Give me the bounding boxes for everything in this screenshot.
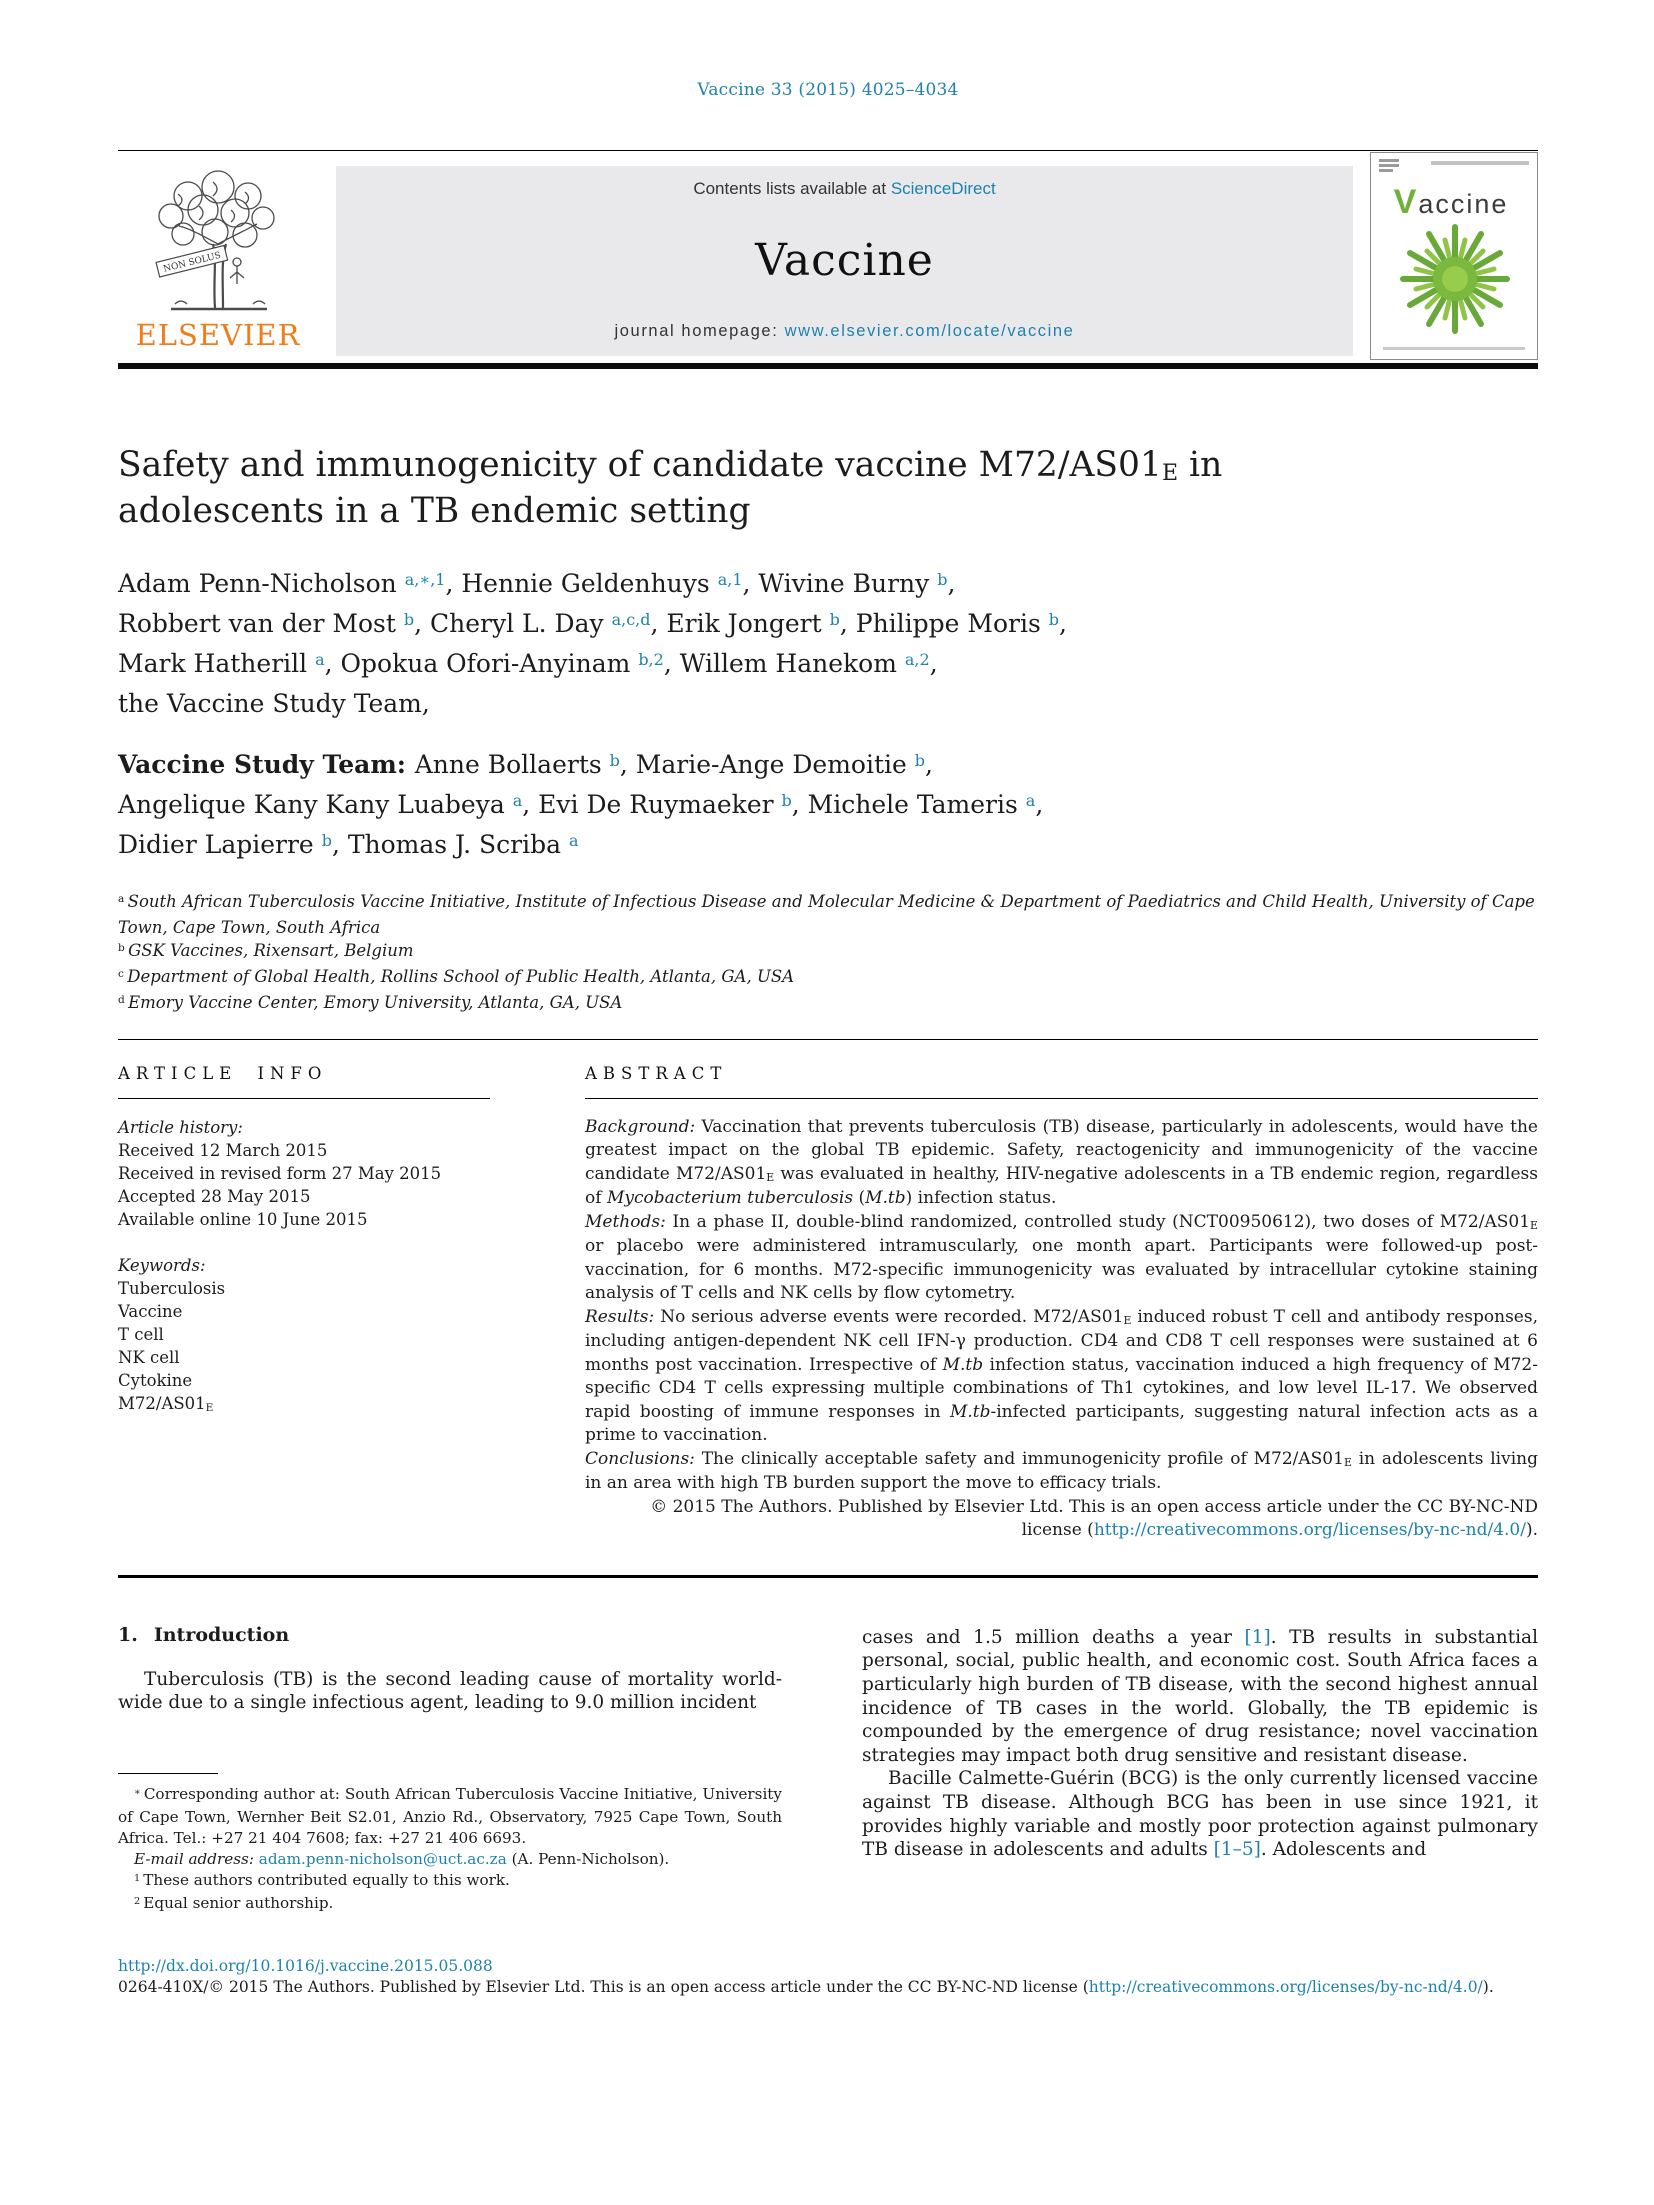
text-segment: a,1	[717, 569, 743, 589]
keyword-item	[118, 1392, 490, 1418]
cover-title-initial: V	[1393, 183, 1419, 221]
text-segment: M.tb	[949, 1401, 991, 1422]
footnote-2	[118, 1893, 782, 1916]
affiliation	[118, 965, 1538, 991]
text-segment: , Willem Hanekom	[663, 648, 905, 678]
text-segment: . Adolescents and	[1260, 1839, 1427, 1861]
cover-footer-bar	[1383, 347, 1525, 350]
header-center-box	[336, 166, 1353, 356]
sciencedirect-link[interactable]: ScienceDirect	[890, 179, 996, 198]
text-segment: a,c,d	[611, 609, 651, 629]
abstract-column	[585, 1064, 1538, 1543]
affiliation	[118, 939, 1538, 965]
text-segment: Mark Hatherill	[118, 648, 316, 678]
footer-block	[118, 1956, 1538, 1999]
article-info-column	[118, 1064, 490, 1543]
footnote-email	[118, 1849, 782, 1870]
text-segment: ,	[947, 568, 956, 598]
text-segment: Adam Penn-Nicholson	[118, 568, 405, 598]
text-segment: M.tb	[942, 1354, 984, 1375]
text-segment: ,	[1059, 608, 1067, 638]
text-segment: b	[781, 790, 792, 810]
team-line	[118, 746, 1538, 786]
text-segment: a,∗,1	[404, 569, 446, 589]
text-segment: journal homepage:	[614, 322, 785, 340]
abstract-copyright	[585, 1496, 1538, 1543]
article-title	[118, 443, 1308, 535]
text-segment: , Marie-Ange Demoitie	[619, 749, 915, 779]
author-line	[118, 685, 1538, 722]
text-segment: a	[568, 830, 579, 850]
intro-heading-text: Introduction	[153, 1623, 290, 1646]
abstract-paragraph	[585, 1306, 1538, 1448]
text-segment: b	[937, 569, 948, 589]
keyword-item: Tuberculosis	[118, 1278, 226, 1298]
text-segment: in adolescents in a TB endemic setting	[118, 445, 1223, 531]
keyword-item: T cell	[118, 1324, 164, 1344]
text-segment: Corresponding author at: South African Tuberculosis Vaccine Initiative, University of Cape Town, Wernher Beit S2.01, Anzio Rd., Observatory, 7925 Cape Town, South Africa. Tel.: +27 21 404 7608; fax: +27 21 406 6693.	[118, 1784, 782, 1847]
text-segment: Department of Global Health, Rollins School of Public Health, Atlanta, GA, USA	[127, 966, 795, 986]
text-segment: These authors contributed equally to this work.	[143, 1870, 510, 1889]
doi-line	[118, 1956, 1538, 1978]
homepage-line	[615, 322, 1075, 341]
text-segment: b	[321, 830, 332, 850]
team-line	[118, 826, 1538, 866]
non-solus-banner: NON SOLUS	[162, 250, 222, 275]
cover-title-rest: accine	[1418, 189, 1509, 219]
text-segment: a	[1025, 790, 1036, 810]
cc-license-link[interactable]: http://creativecommons.org/licenses/by-nc-nd/4.0/	[1093, 1520, 1526, 1541]
footnote-rule	[118, 1773, 218, 1774]
abstract-paragraph	[585, 1116, 1538, 1211]
text-segment: Bacille Calmette-Guérin (BCG) is the only currently licensed vaccine against TB disease. Although BCG has been in use since 1921, it provides highly variable and mostly poor protection against pulmonary TB disease in adolescents and adults	[862, 1768, 1538, 1861]
text-segment: b	[914, 750, 926, 770]
text-segment: (A. Penn-Nicholson).	[506, 1849, 670, 1868]
intro-paragraph-left: Tuberculosis (TB) is the second leading cause of mortality world-wide due to a single infectious agent, leading to 9.0 million incident	[118, 1668, 782, 1714]
text-segment: Didier Lapierre	[118, 829, 322, 859]
keyword-item: NK cell	[118, 1347, 180, 1367]
footnotes-block	[118, 1773, 782, 1916]
text-segment: , Hennie Geldenhuys	[445, 568, 718, 598]
author-line	[118, 645, 1538, 685]
text-segment: b	[403, 609, 415, 629]
cover-elsevier-mark	[1379, 159, 1399, 174]
top-rule	[118, 150, 1538, 151]
text-segment: a,2	[904, 649, 930, 669]
text-segment: a	[315, 649, 325, 669]
text-segment: Emory Vaccine Center, Emory University, Atlanta, GA, USA	[128, 992, 623, 1012]
elsevier-tree-icon	[133, 166, 303, 318]
study-team-block	[118, 746, 1538, 866]
text-segment: infection status, vaccination induced a high frequency of M72-specific CD4 T cells expressing multiple combinations of Th1 cytokines, and low level IL-17. We observed rapid boosting of immune responses in	[585, 1354, 1538, 1422]
keywords-label: Keywords:	[118, 1255, 206, 1275]
text-segment: E	[766, 1170, 775, 1184]
history-item: Accepted 28 May 2015	[118, 1186, 311, 1206]
text-segment: b	[609, 750, 620, 770]
text-segment: Background:	[585, 1116, 702, 1137]
intro-paragraph-right	[862, 1767, 1538, 1861]
text-segment: Methods:	[585, 1211, 673, 1232]
text-segment: Angelique Kany Kany Luabeya	[118, 789, 513, 819]
text-segment: Vaccine Study Team:	[118, 749, 415, 779]
ref-1[interactable]: [1]	[1244, 1626, 1271, 1648]
author-line	[118, 565, 1538, 605]
text-segment: ∗	[134, 1786, 144, 1798]
text-segment: (	[853, 1188, 866, 1209]
text-segment: E	[1123, 1313, 1132, 1327]
cover-virus-image	[1395, 219, 1515, 339]
text-segment: , Opokua Ofori-Anyinam	[324, 648, 639, 678]
text-segment: Safety and immunogenicity of candidate vaccine M72/AS01	[118, 445, 1162, 485]
left-column	[118, 1624, 782, 1916]
article-history-label: Article history:	[118, 1117, 243, 1137]
text-segment: South African Tuberculosis Vaccine Initiative, Institute of Infectious Disease and Molecular Medicine & Department of Paediatrics and Child Health, University of Cape Town, Cape Town, South Africa	[118, 891, 1535, 937]
text-segment: The clinically acceptable safety and immunogenicity profile of M72/AS01	[701, 1448, 1344, 1469]
text-segment: , Thomas J. Scriba	[331, 829, 569, 859]
email-link[interactable]: adam.penn-nicholson@uct.ac.za	[258, 1849, 507, 1868]
text-segment: Vaccination that prevents tuberculosis (TB) disease, particularly in adolescents, would have the greatest impact on the global TB epidemic. Safety, reactogenicity and immunogenicity of the vaccine candidate M72/AS01	[585, 1116, 1538, 1184]
article-info-rule	[118, 1098, 490, 1099]
text-segment: the Vaccine Study Team,	[118, 688, 430, 718]
text-segment: c	[118, 968, 128, 980]
text-segment: induced robust T cell and antibody responses, including antigen-dependent NK cell IFN-γ production. CD4 and CD8 T cell responses were sustained at 6 months post vaccination. Irrespective of	[585, 1306, 1538, 1375]
affiliation	[118, 890, 1538, 939]
contents-line	[693, 179, 995, 199]
text-segment: , Wivine Burny	[742, 568, 938, 598]
header-thick-rule	[118, 363, 1538, 369]
journal-citation: Vaccine 33 (2015) 4025–4034	[697, 80, 959, 100]
text-segment: a	[118, 893, 128, 905]
affiliations-block	[118, 890, 1538, 1017]
text-segment: b	[118, 942, 129, 954]
text-segment: Results:	[585, 1306, 661, 1327]
authors-block	[118, 565, 1538, 722]
abstract-heading: ABSTRACT	[585, 1063, 728, 1083]
text-segment: b,2	[638, 649, 664, 669]
history-item: Received 12 March 2015	[118, 1140, 328, 1160]
intro-paragraph-right	[862, 1626, 1538, 1768]
text-segment: d	[118, 994, 129, 1006]
journal-homepage-link[interactable]: www.elsevier.com/locate/vaccine	[784, 322, 1075, 340]
text-segment: No serious adverse events were recorded. M72/AS01	[660, 1306, 1124, 1327]
intro-heading	[118, 1624, 782, 1646]
text-segment: E	[205, 1401, 214, 1414]
doi-link[interactable]: http://dx.doi.org/10.1016/j.vaccine.2015.05.088	[118, 1956, 493, 1975]
journal-cover	[1370, 152, 1538, 360]
keyword-item: Vaccine	[118, 1301, 183, 1321]
text-segment: b	[1048, 609, 1060, 629]
journal-header	[118, 166, 1538, 356]
text-segment: was evaluated in healthy, HIV-negative adolescents in a TB endemic region, regardless of	[585, 1163, 1538, 1209]
text-segment: E	[1161, 461, 1179, 487]
author-line	[118, 605, 1538, 645]
text-segment: E	[1530, 1218, 1538, 1232]
abstract-rule	[585, 1098, 1538, 1099]
text-segment: ,	[925, 749, 933, 779]
abstract-paragraph	[585, 1211, 1538, 1306]
journal-name: Vaccine	[755, 235, 934, 286]
text-segment: cases and 1.5 million deaths a year	[862, 1626, 1245, 1648]
article-info-heading: ARTICLE INFO	[118, 1063, 328, 1083]
text-segment: Equal senior authorship.	[143, 1893, 334, 1912]
text-segment: . TB results in substantial personal, social, public health, and economic cost. South Africa faces a particularly high burden of TB disease, with the second highest annual incidence of TB cases in the world. Globally, the TB epidemic is compounded by the emergence of drug resistance; novel vaccination strategies may impact both drug sensitive and resistant disease.	[862, 1626, 1538, 1766]
text-segment: © 2015 The Authors. Published by Elsevier Ltd. This is an open access article under the CC BY-NC-ND license (	[650, 1496, 1538, 1541]
history-item: Available online 10 June 2015	[118, 1209, 368, 1229]
text-segment: In a phase II, double-blind randomized, controlled study (NCT00950612), two doses of M72/AS01	[672, 1211, 1531, 1232]
text-segment: or placebo were administered intramuscularly, one month apart. Participants were followed-up post-vaccination, for 6 months. M72-specific immunogenicity was evaluated by intracellular cytokine staining analysis of T cells and NK cells by flow cytometry.	[585, 1236, 1538, 1304]
text-segment: E-mail address:	[134, 1849, 259, 1868]
info-abstract-block	[118, 1039, 1538, 1578]
team-line	[118, 786, 1538, 826]
text-segment: 0264-410X/© 2015 The Authors. Published by Elsevier Ltd. This is an open access article under the CC BY-NC-ND license (	[118, 1978, 1089, 1997]
elsevier-logo	[118, 166, 318, 356]
text-segment: ,	[1035, 789, 1044, 819]
cover-meta-bar	[1431, 161, 1529, 165]
text-segment: 1	[134, 1872, 144, 1884]
ref-1-5[interactable]: [1–5]	[1213, 1839, 1261, 1861]
intro-heading-number: 1.	[118, 1623, 138, 1646]
text-segment: ,	[929, 648, 938, 678]
text-segment: b	[829, 609, 840, 629]
keyword-item: Cytokine	[118, 1370, 193, 1390]
introduction-section	[118, 1624, 1538, 1916]
text-segment: M.tb	[865, 1188, 906, 1209]
affiliation	[118, 991, 1538, 1017]
text-segment: in adolescents living in an area with high TB burden support the move to efficacy trials.	[585, 1448, 1538, 1494]
text-segment: Contents lists available at	[693, 179, 891, 198]
text-segment: -infected participants, suggesting natural infection acts as a prime to vaccination.	[585, 1401, 1538, 1446]
cc-license-link-2[interactable]: http://creativecommons.org/licenses/by-nc-nd/4.0/	[1088, 1978, 1483, 1997]
text-segment: Anne Bollaerts	[414, 749, 610, 779]
cover-title	[1371, 183, 1531, 222]
text-segment: , Evi De Ruymaeker	[522, 789, 782, 819]
text-segment: ) infection status.	[905, 1188, 1057, 1209]
text-segment: , Philippe Moris	[839, 608, 1049, 638]
right-column	[862, 1624, 1538, 1916]
text-segment: Conclusions:	[585, 1448, 702, 1469]
text-segment: Mycobacterium tuberculosis	[606, 1188, 854, 1209]
text-segment: GSK Vaccines, Rixensart, Belgium	[128, 940, 414, 960]
abstract-paragraph	[585, 1448, 1538, 1496]
elsevier-wordmark: ELSEVIER	[135, 318, 301, 352]
text-segment: , Erik Jongert	[650, 608, 830, 638]
text-segment: Robbert van der Most	[118, 608, 404, 638]
text-segment: a	[512, 790, 523, 810]
text-segment: ).	[1482, 1978, 1494, 1997]
text-segment: , Michele Tameris	[791, 789, 1026, 819]
footnote-corresponding	[118, 1784, 782, 1849]
text-segment: , Cheryl L. Day	[414, 608, 612, 638]
footnote-1	[118, 1870, 782, 1893]
history-item: Received in revised form 27 May 2015	[118, 1163, 442, 1183]
text-segment: M72/AS01	[118, 1393, 206, 1413]
issn-license-line	[118, 1977, 1538, 1999]
text-segment: E	[1343, 1455, 1352, 1469]
text-segment: ).	[1525, 1520, 1538, 1541]
text-segment: 2	[134, 1895, 144, 1907]
